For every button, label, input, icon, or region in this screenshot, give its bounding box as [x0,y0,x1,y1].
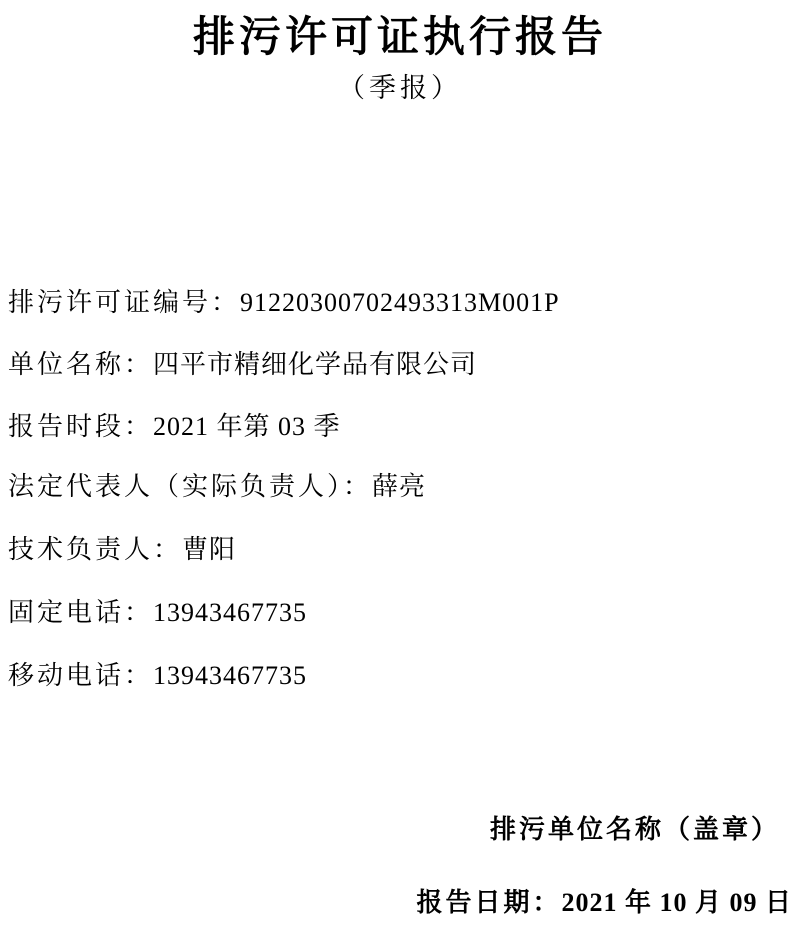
field-value: 91220300702493313M001P [240,288,560,317]
page-title: 排污许可证执行报告 [192,15,607,61]
field-label: 移动电话： [8,661,154,690]
field-value: 2021 年第 03 季 [153,412,341,441]
field-label: 技术负责人： [8,535,183,564]
page-subtitle: （季报） [338,73,462,103]
field-row-mobile-phone [8,659,788,693]
report-date-label: 报告日期： [416,888,562,917]
field-value: 四平市精细化学品有限公司 [153,350,478,379]
field-row-report-period [8,410,788,444]
field-value: 13943467735 [153,661,308,690]
field-row-fixed-phone [8,596,788,630]
field-label: 法定代表人（实际负责人）： [8,472,373,501]
report-date-line [0,886,800,920]
field-value: 13943467735 [153,598,308,627]
report-date-value: 2021 年 10 月 09 日 [561,888,792,917]
field-label: 报告时段： [8,412,154,441]
signature-line: 排污单位名称（盖章） [489,815,780,844]
field-row-permit-number [8,286,788,320]
field-label: 排污许可证编号： [8,288,241,317]
field-row-technical-director [8,533,788,567]
field-value: 薛亮 [372,472,427,501]
field-label: 固定电话： [8,598,154,627]
field-row-unit-name [8,348,788,382]
field-value: 曹阳 [182,535,237,564]
field-row-legal-representative [8,470,788,504]
field-label: 单位名称： [8,350,154,379]
